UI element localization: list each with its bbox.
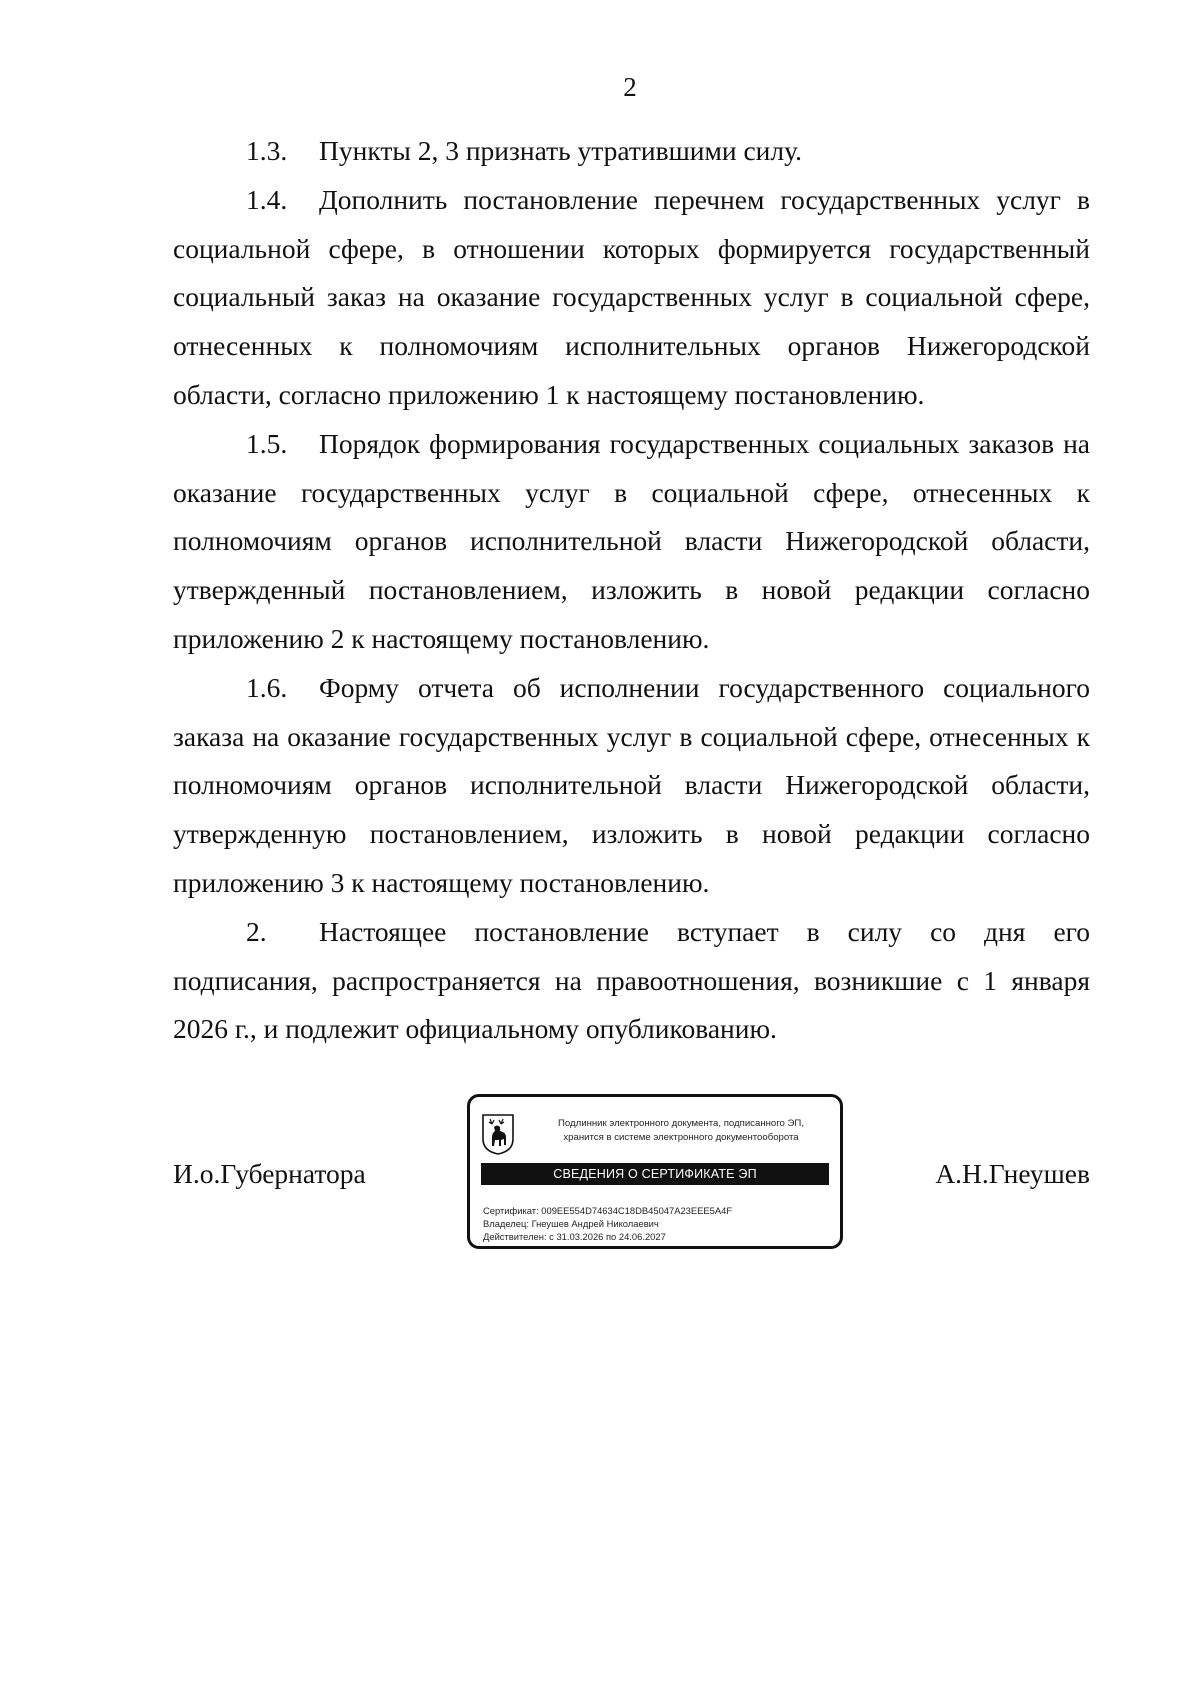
page-number: 2 [623,72,637,102]
certificate-number: Сертификат: 009EE554D74634C18DB45047A23EEE5A4F [483,1205,733,1216]
coat-of-arms-deer-icon [481,1113,515,1155]
stamp-header-line: хранится в системе электронного документооборота [563,1132,799,1143]
paragraph-number: 1.3. [246,135,288,166]
paragraph-number: 1.4. [246,183,288,215]
paragraph-2 [173,908,1090,1054]
paragraph-1-3 [173,127,1090,176]
signer-name: А.Н.Гнеушев [935,1158,1090,1189]
paragraph-text: Порядок формирования государственных социальных заказов на оказание государственных услуг в социальной сфере, отнесенных к полномочиям органов исполнительной власти Нижегородской области, утвержденный постановлением, изложить в новой редакции согласно приложению 2 к настоящему постановлению. [173,427,1090,654]
paragraph-text: Дополнить постановление перечнем государственных услуг в социальной сфере, в отношении которых формируется государственный социальный заказ на оказание государственных услуг в социальной сфере, отнесенных к полномочиям исполнительных органов Нижегородской области, согласно приложению 1 к настоящему постановлению. [173,183,1090,410]
paragraph-number: 2. [246,915,267,947]
document-body [173,127,1090,1054]
paragraph-1-6 [173,664,1090,908]
signature-block [173,1094,1090,1264]
paragraph-text: Пункты 2, 3 признать утратившими силу. [319,135,802,166]
certificate-info-bar: СВЕДЕНИЯ О СЕРТИФИКАТЕ ЭП [481,1163,829,1185]
paragraph-1-4 [173,176,1090,420]
stamp-header [526,1117,836,1145]
signer-title: И.о.Губернатора [173,1158,366,1189]
certificate-details [483,1204,732,1244]
certificate-validity: Действителен: с 31.03.2026 по 24.06.2027 [483,1231,666,1243]
paragraph-1-5 [173,420,1090,664]
paragraph-text: Настоящее постановление вступает в силу со дня его подписания, распространяется на правоотношения, возникшие с 1 января 2026 г., и подлежит официальному опубликованию. [173,915,1090,1045]
electronic-signature-stamp [467,1094,843,1249]
paragraph-number: 1.5. [246,427,288,459]
stamp-header-line: Подлинник электронного документа, подписанного ЭП, [558,1118,804,1129]
paragraph-text: Форму отчета об исполнении государственного социального заказа на оказание государственных услуг в социальной сфере, отнесенных к полномочиям органов исполнительной власти Нижегородской области, утвержденную постановлением, изложить в новой редакции согласно приложению 3 к настоящему постановлению. [173,671,1090,898]
certificate-owner: Владелец: Гнеушев Андрей Николаевич [483,1218,659,1230]
paragraph-number: 1.6. [246,671,288,703]
